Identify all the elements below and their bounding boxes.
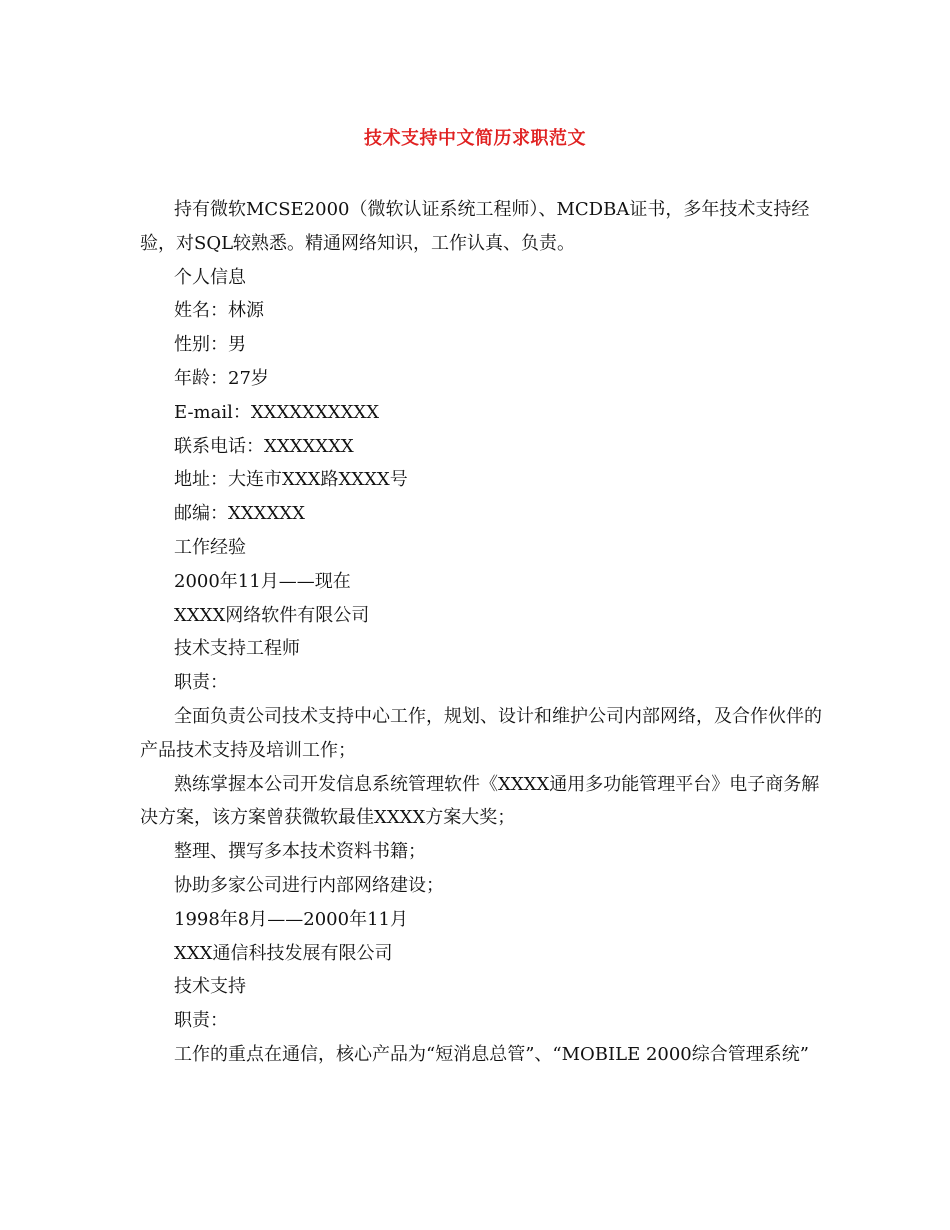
info-phone: 联系电话：XXXXXXX bbox=[174, 435, 354, 457]
info-gender: 性别：男 bbox=[174, 334, 246, 356]
job-1-duty-1: 全面负责公司技术支持中心工作，规划、设计和维护公司内部网络，及合作伙伴的产品技术支持及培训工作； bbox=[140, 705, 822, 761]
job-1-duty-3: 整理、撰写多本技术资料书籍； bbox=[174, 841, 426, 863]
job-2-duties-label: 职责： bbox=[174, 1010, 228, 1032]
info-email: E-mail：XXXXXXXXXX bbox=[174, 401, 380, 423]
job-1-period: 2000年11月——现在 bbox=[174, 570, 351, 592]
job-1-title: 技术支持工程师 bbox=[174, 638, 300, 660]
job-2-duty-1: 工作的重点在通信，核心产品为“短消息总管”、“MOBILE 2000综合管理系统” bbox=[174, 1043, 809, 1065]
job-2-period: 1998年8月——2000年11月 bbox=[174, 908, 408, 930]
job-2-company: XXX通信科技发展有限公司 bbox=[174, 942, 393, 964]
section-heading-personal-info: 个人信息 bbox=[174, 266, 246, 288]
job-1-duty-4: 协助多家公司进行内部网络建设； bbox=[174, 874, 444, 896]
document-body bbox=[140, 193, 834, 1072]
job-1-duties-label: 职责： bbox=[174, 672, 228, 694]
job-1-duty-2: 熟练掌握本公司开发信息系统管理软件《XXXX通用多功能管理平台》电子商务解决方案，该方案曾获微软最佳XXXX方案大奖； bbox=[140, 773, 820, 829]
summary-paragraph: 持有微软MCSE2000（微软认证系统工程师）、MCDBA证书，多年技术支持经验，对SQL较熟悉。精通网络知识，工作认真、负责。 bbox=[140, 199, 810, 254]
info-name: 姓名：林源 bbox=[174, 300, 264, 322]
job-1-company: XXXX网络软件有限公司 bbox=[174, 604, 370, 626]
section-heading-work-experience: 工作经验 bbox=[174, 536, 246, 558]
info-age: 年龄：27岁 bbox=[174, 367, 269, 389]
info-address: 地址：大连市XXX路XXXX号 bbox=[174, 469, 408, 491]
info-postcode: 邮编：XXXXXX bbox=[174, 503, 305, 525]
document-title: 技术支持中文简历求职范文 bbox=[364, 128, 586, 149]
job-2-title: 技术支持 bbox=[174, 976, 246, 998]
